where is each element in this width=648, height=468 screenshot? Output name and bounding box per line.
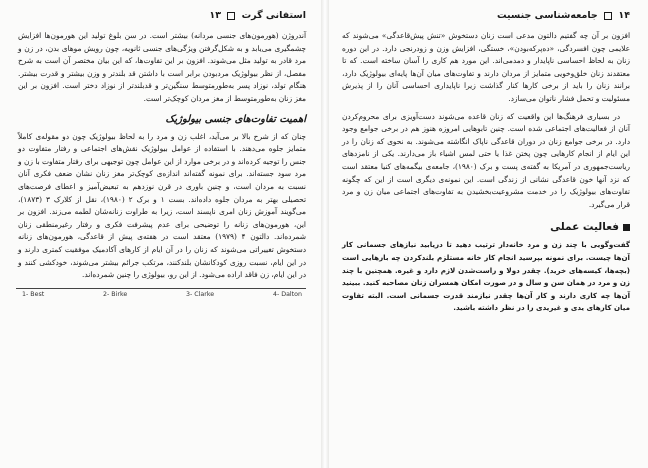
footnote-3: 3- Clarke (186, 290, 215, 298)
book-gutter (321, 0, 329, 468)
square-ornament-icon (604, 12, 612, 20)
left-section-paragraph-1: چنان که از شرح بالا بر می‌آید، اغلب زن و مرد را به لحاظ بیولوژیک چون دو مقوله‌ی کاملاً متمایز جلوه می‌دهند. با استفاده از عوامل بیولوژیک نقش‌های اجتماعی و رفتار متفاوت دو جنس را توجیه کرده‌اند و در برخی موارد از این عوامل چون توجیهی برای رفتار متفاوت با زن و مرد سود جسته‌اند. برای نمونه گفته‌اند اندازه‌ی کوچک‌تر مغز زنان نشان ضعف فکری آنان نسبت به مردان است، و چنین باوری در قرن نوزدهم به تبعیض‌آمیز و اعطای فرصت‌های تحصیلی بهتر به مردان جلوه داده‌اند. بست ۱ و برک ۲ (۱۹۸۰)، نقل از کلارک ۳ (۱۸۷۳)، می‌گویند آموزش زنان امری ناپسند است، زیرا به طراوت زنانه‌شان لطمه می‌زند. افزون بر این، هورمون‌های زنانه را توضیحی برای عدم پیشرفت فکری و رفتار رغیرمنطقی زنان شمرده‌اند. دالتون ۴ (۱۹۷۹) معتقد است در هفته‌ی پیش از قاعدگی، هورمون‌های زنانه دستخوش تغییراتی می‌شوند که زنان را در آن ایام از کارهای آکادمیک موفقیت کمتری دارند و در این ایام، نسبت روزی کودکانشان بلندکنند، مرتکب جرائم بیشتر می‌شوند، خودکشی کنند و در این ایام، زن فاقد اراده می‌شود. از این رو، بیولوژی را چنین شمرده‌اند. (18, 131, 307, 280)
right-section-heading: فعالیت عملی (550, 221, 619, 234)
square-bullet-icon (623, 224, 630, 231)
right-running-head (342, 10, 630, 24)
right-page-number: ۱۴ (618, 10, 630, 21)
right-page (330, 0, 648, 468)
right-chapter-title: جامعه‌شناسی جنسیت (496, 10, 598, 21)
left-running-head (18, 10, 306, 24)
activity-paragraph: گفت‌وگویی با چند زن و مرد خانه‌دار ترتیب دهید تا دریابید نیازهای جسمانی کار آن‌ها چیست. برای نمونه بپرسید انجام کار خانه مستلزم بلندکردن چه بارهایی است (بچه‌ها، کیسه‌های خرید). چقدر دولا و راست‌شدن لازم دارد و غیره. همچنین با چند زن و مرد در همان سن و سال و در صورت امکان همسران زنان مصاحبه کنید. ببینید آن‌ها چه کاری دارند و کار آن‌ها چقدر نیازمند قدرت جسمانی است. البته تفاوت میان کارهای یدی و غیریدی را در نظر داشته باشید. (342, 240, 630, 313)
left-page-number: ۱۳ (209, 10, 222, 21)
footnote-2: 2- Birke (103, 290, 128, 298)
left-chapter-title: استفانی گرت (241, 10, 306, 21)
left-page (0, 0, 320, 468)
footnote-4: 4- Dalton (272, 290, 302, 298)
right-paragraph-1: افزون بر آن چه گفتیم دالتون مدعی است زنان دستخوش «تنش پیش‌قاعدگی» می‌شوند که علایمی چون افسردگی، «ده‌پرکه‌بودن»، خستگی، افزایش وزن و زودرنجی دارد. در این دوره زنان به لحاظ احساسی ناپایدار و دمدمی‌اند. این مورد هم کاری را آسان ساخته است. که تا معتقدند زنان خلق‌وخویی متمایز از مردان دارند و تفاوت‌های میان آن‌ها پایه‌ای بیولوژیک دارد، برانند زنان را باید از برخی کارها کنار گذاشت زیرا ناپایداری احساسی آنان را از پذیرش مسئولیت و تحمل فشار ناتوان می‌سازد. (342, 31, 630, 103)
footnotes (18, 289, 306, 298)
footnote-1: 1- Best (22, 290, 45, 298)
right-section-heading-row (342, 221, 630, 233)
left-section-heading: اهمیت تفاوت‌های جنسی بیولوژیک (165, 113, 306, 125)
left-paragraph-1: آندروژن (هورمون‌های جنسی مردانه) بیشتر است. در سن بلوغ تولید این هورمون‌ها افزایش چشمگیری می‌یابد و به شکل‌گرفتن ویژگی‌های جنسی ثانویه، چون رویش موهای بدن، در زن و مرد قادر به تولید مثل می‌شوند. افزون بر این تفاوت‌ها، که این بیان مختصر آن است به شرح مفصل، از نظر بیولوژیک مردبودن برابر است با داشتن قد بلندتر و وزن بیشتر و قدرت بیشتر. هنگام تولد، نوزاد پسر به‌طورمتوسط سنگین‌تر و قدبلندتر از نوزاد دختر است. افزون بر این مغز زنان به‌طورمتوسط از مغز مردان کوچک‌تر است. (18, 31, 306, 103)
square-ornament-icon (227, 12, 235, 20)
right-paragraph-2: در بسیاری فرهنگ‌ها این واقعیت که زنان قاعده می‌شوند دست‌آویزی برای محروم‌کردن آنان از فعالیت‌های اجتماعی شده است. چنین تابوهایی امروزه هنوز هم در برخی جوامع وجود دارد. در برخی جوامع زنان در دوران قاعدگی ناپاک انگاشته می‌شوند. به نحوی که زنان را در این ایام از انجام کارهایی چون پختن غذا یا حتی لمس اشیاء باز می‌دارند. یکی از نامزدهای ریاست‌جمهوری در آمریکا به گفته‌ی پست و برک (۱۹۸۰)، جامعه‌ی بیگمه‌های کنیا معتقد است که نزد آنها خون قاعدگی نشانی از زندگی است. این نمونه‌ی دیگری است از این که چگونه تفاوت‌های بیولوژیک را در خدمت مشروعیت‌بخشیدن به تفاوت‌های اجتماعی میان زن و مرد قرار می‌گیرد. (342, 111, 630, 209)
